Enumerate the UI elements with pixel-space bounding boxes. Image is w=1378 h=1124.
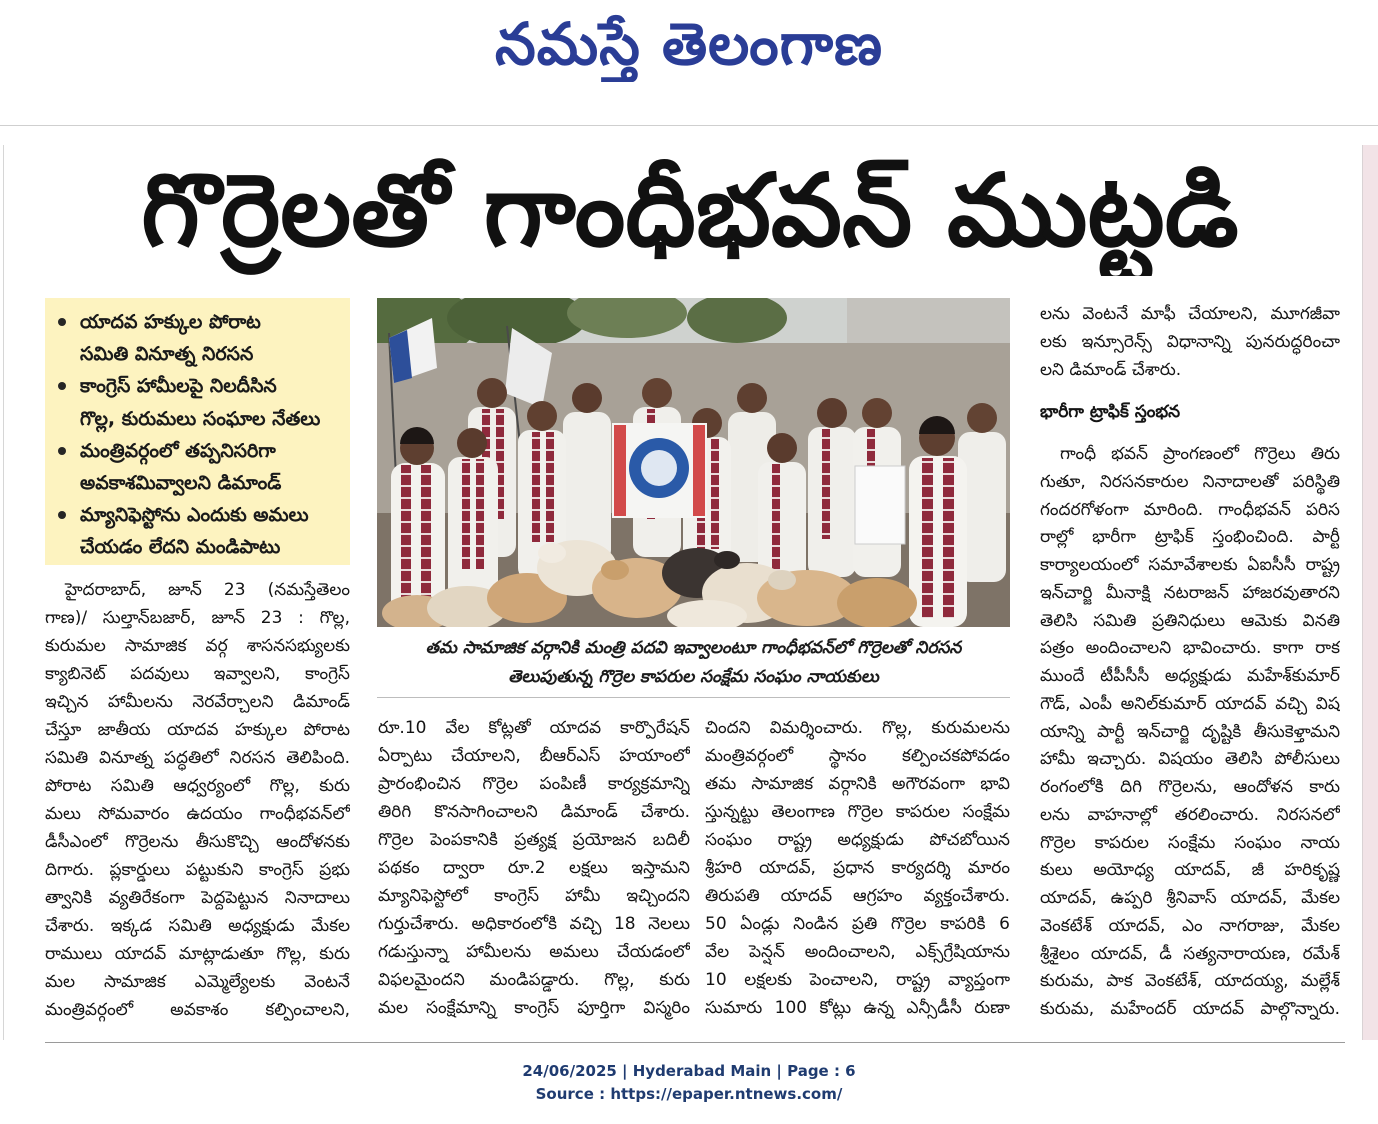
article-text-line: యాన్ని పార్టీ ఇన్‌చార్జి దృష్టికి తీసుకెళ్తామని [1040, 721, 1340, 742]
petition-paper [855, 466, 905, 544]
article-text-line: లని డిమాండ్ చేశారు. [1040, 360, 1182, 380]
article-text-line: దిగారు. ప్లకార్డులు పట్టుకుని కాంగ్రెస్ ప్రభు [45, 860, 350, 880]
article-text-line: సుమారు 100 కోట్లు ఉన్న ఎన్సీడీసీ రుణా [705, 998, 1010, 1018]
article-text-lines [1040, 300, 1340, 384]
article-text-lines [378, 714, 690, 1022]
article-text-line: లకు ఇన్సూరెన్స్ విధానాన్ని పునరుద్ధరించా [1040, 332, 1340, 352]
bullet-icon [58, 318, 66, 326]
article-text-line: పత్రం అందించాలని భావించారు. కాగా రాక [1040, 638, 1340, 659]
article-text-line: కురుమల సామాజిక వర్గ శాసనసభ్యులకు [45, 636, 350, 656]
highlight-line: చేయడం లేదని మండిపాటు [80, 536, 281, 559]
highlight-lines [80, 499, 350, 563]
protest-photo-illustration [377, 298, 1010, 627]
article-text-line: పథకం ద్వారా రూ.2 లక్షలు ఇస్తామని [378, 858, 690, 878]
highlight-item [45, 435, 350, 499]
article-text-line: రాములు యాదవ్ మాట్లాడుతూ గొల్ల, కురు [45, 944, 350, 964]
article-column-4-body [1040, 441, 1340, 1024]
highlight-item [45, 306, 350, 370]
photo-caption [377, 634, 1010, 692]
highlight-line: సమితి వినూత్న నిరసన [80, 343, 254, 366]
article-text-line: పోరాట సమితి ఆధ్వర్యంలో గొల్ల, కురు [45, 776, 350, 796]
article-column-3 [705, 714, 1010, 1022]
article-text-line: విఫలమైందని మండిపడ్డారు. గొల్ల, కురు [378, 970, 690, 990]
article-text-line: మ్యానిఫెస్టోలో కాంగ్రెస్ హామీ ఇచ్చిందని [378, 886, 690, 906]
page-footer [0, 1060, 1378, 1106]
article-text-line: కులు అయోధ్య యాదవ్, జీ హరికృష్ణ [1040, 860, 1340, 881]
highlight-lines [80, 435, 350, 499]
article-text-line: ముందే టీపీసీసీ అధ్యక్షుడు మహేశ్‌కుమార్ [1040, 666, 1340, 686]
article-text-line: త్వానికి వ్యతిరేకంగా పెద్దపెట్టున నినాదాలు [45, 888, 350, 908]
article-text-line: లను వెంటనే మాఫీ చేయాలని, మూగజీవా [1040, 304, 1340, 324]
article-text-line: కురుమ, పాక వెంకటేశ్, యాదయ్య, మల్లేశ్ [1040, 971, 1340, 992]
article-text-line: గాణ)/ సుల్తాన్‌బజార్, జూన్ 23 : గొల్ల, [45, 608, 350, 628]
article-text-line: సమితి వినూత్న పద్ధతిలో నిరసన తెలిపింది. [45, 748, 350, 768]
article-text-line: తమ సామాజిక వర్గానికి అగౌరవంగా భావి [705, 774, 1010, 794]
article-text-line: 10 లక్షలకు పెంచాలని, రాష్ట్ర వ్యాప్తంగా [705, 970, 1010, 990]
article-text-line: గడుస్తున్నా హామీలను అమలు చేయడంలో [378, 942, 690, 962]
article-text-line: గౌడ్, ఎంపీ అనిల్‌కుమార్ యాదవ్ వచ్చి విష [1040, 693, 1340, 714]
article-text-line: రంగంలోకి దిగి గొర్రెలను, ఆందోళన కారు [1040, 777, 1340, 797]
news-photo [377, 298, 1010, 627]
highlight-line: మంత్రివర్గంలో తప్పనిసరిగా [80, 439, 276, 462]
highlight-line: కాంగ్రెస్ హామీలపై నిలదీసిన [80, 375, 277, 398]
highlight-lines [80, 306, 350, 370]
article-text-line: ఇన్‌చార్జి మీనాక్షి నటరాజన్ హాజరవుతారని [1040, 582, 1340, 603]
highlight-line: అవకాశమివ్వాలని డిమాండ్ [80, 471, 282, 494]
article-text-line: గాంధీ భవన్ ప్రాంగణంలో గొర్రెలు తిరు [1060, 444, 1340, 464]
article-text-line: మల సంక్షేమాన్ని కాంగ్రెస్ పూర్తిగా విస్మరిం [378, 998, 690, 1018]
caption-line: తమ సామాజిక వర్గానికి మంత్రి పదవి ఇవ్వాలంటూ గాంధీభవన్‌లో గొర్రెలతో నిరసన [425, 638, 962, 658]
adjacent-article-edge [1362, 145, 1378, 1040]
article-text-line: కార్యాలయంలో సమావేశాలకు ఏఐసీసీ రాష్ట్ర [1040, 555, 1340, 575]
article-text-line: ఏర్పాటు చేయాలని, బీఆర్ఎస్ హయాంలో [378, 746, 690, 766]
caption-line: తెలుపుతున్న గొర్రెల కాపరుల సంక్షేమ సంఘం నాయకులు [508, 667, 879, 687]
article-column-2 [378, 714, 690, 1022]
source-info: Source : https://epaper.ntnews.com/ [535, 1085, 843, 1103]
article-text-lines [1040, 441, 1340, 1024]
article-text-line: గుర్తుచేశారు. అధికారంలోకి వచ్చి 18 నెలలు [378, 914, 690, 934]
caption-divider [377, 697, 1010, 698]
masthead-logo: నమస్తే తెలంగాణ [495, 10, 883, 78]
edition-info: 24/06/2025 | Hyderabad Main | Page : 6 [522, 1062, 856, 1080]
article-text-line: తెలిసి సమితి ప్రతినిధులు ఆమెకు వినతి [1040, 610, 1340, 631]
caption-lines [377, 634, 1010, 692]
highlight-item [45, 370, 350, 434]
article-text-line: సంఘం రాష్ట్ర అధ్యక్షుడు పోచబోయిన [705, 830, 1010, 850]
article-text-line: కురుమ, మహేందర్ యాదవ్ పాల్గొన్నారు. [1040, 999, 1340, 1019]
article-text-line: యాదవ్, ఉప్పరి శ్రీనివాస్ యాదవ్, మేకల [1040, 888, 1340, 908]
footer-divider [45, 1042, 1345, 1043]
article-text-line: స్తున్నట్టు తెలంగాణ గొర్రెల కాపరుల సంక్షేమ [705, 802, 1010, 822]
article-text-line: ఇచ్చిన హామీలను నెరవేర్చాలని డిమాండ్ [45, 692, 350, 712]
article-text-line: చిందని విమర్శించారు. గొల్ల, కురుమలను [705, 718, 1010, 738]
article-column-4-top [1040, 300, 1340, 384]
article-text-lines [45, 576, 350, 1024]
page-left-edge [3, 145, 4, 1040]
article-column-1 [45, 576, 350, 1024]
article-text-line: గందరగోళంగా మారింది. గాంధీభవన్ పరిస [1040, 499, 1340, 520]
article-text-line: వెంకటేశ్ యాదవ్, ఎం నాగరాజు, మేకల [1040, 915, 1340, 936]
article-text-line: మల సామాజిక ఎమ్మెల్యేలకు వెంటనే [45, 972, 350, 992]
highlights-box [45, 298, 350, 565]
highlight-line: మ్యానిఫెస్టోను ఎందుకు అమలు [80, 504, 309, 527]
bullet-icon [58, 382, 66, 390]
article-text-line: గొర్రెల కాపరుల సంక్షేమ సంఘం నాయ [1040, 832, 1340, 853]
article-text-line: గుతూ, నిరసనకారుల నినాదాలతో పరిస్థితి [1040, 471, 1340, 492]
protest-banner [612, 423, 707, 518]
article-text-line: శ్రీశైలం యాదవ్, డీ సత్యనారాయణ, రమేశ్ [1040, 943, 1340, 964]
highlight-line: గొల్ల, కురుమలు సంఘాల నేతలు [80, 407, 321, 430]
article-subheading: భారీగా ట్రాఫిక్ స్తంభన [1040, 402, 1181, 422]
article-text-line: మంత్రివర్గంలో స్థానం కల్పించకపోవడం [705, 746, 1010, 766]
article-text-line: తిరుపతి యాదవ్ ఆగ్రహం వ్యక్తంచేశారు. [705, 886, 1010, 906]
article-text-line: వేల పెన్షన్ అందించాలని, ఎక్స్‌గ్రేషియాను [705, 942, 1010, 962]
article-text-line: గొర్రెల పెంపకానికి ప్రత్యక్ష ప్రయోజన బదిలీ [378, 830, 690, 850]
highlight-lines [80, 370, 350, 434]
bullet-icon [58, 447, 66, 455]
article-text-line: మలు సోమవారం ఉదయం గాంధీభవన్‌లో [45, 804, 350, 824]
article-text-line: రూ.10 వేల కోట్లతో యాదవ కార్పొరేషన్ [378, 718, 690, 738]
article-text-line: శ్రీహరి యాదవ్, ప్రధాన కార్యదర్శి మారం [705, 858, 1010, 878]
article-text-line: హైదరాబాద్, జూన్ 23 (నమస్తేతెలం [65, 580, 350, 600]
masthead-divider [0, 125, 1378, 126]
article-text-line: చేశారు. ఇక్కడ సమితి అధ్యక్షుడు మేకల [45, 916, 350, 936]
article-text-line: క్యాబినెట్ పదవులు ఇవ్వాలని, కాంగ్రెస్ [45, 664, 350, 684]
highlight-item [45, 499, 350, 563]
article-text-line: తిరిగి కొనసాగించాలని డిమాండ్ చేశారు. [378, 802, 690, 822]
article-text-line: డీసీఎంలో గొర్రెలను తీసుకొచ్చి ఆందోళనకు [45, 832, 350, 852]
article-text-line: లను వాహనాల్లో తరలించారు. నిరసనలో [1040, 804, 1340, 825]
article-text-lines [705, 714, 1010, 1022]
bullet-icon [58, 511, 66, 519]
article-text-line: 50 ఏండ్లు నిండిన ప్రతి గొర్రెల కాపరికి 6 [705, 914, 1010, 934]
article-text-line: మంత్రివర్గంలో అవకాశం కల్పించాలని, [45, 1000, 350, 1020]
article-text-line: రాల్లో భారీగా ట్రాఫిక్ స్తంభించింది. పార్టీ [1040, 527, 1340, 548]
article-text-line: చేస్తూ జాతీయ యాదవ హక్కుల పోరాట [45, 720, 350, 740]
article-headline: గొర్రెలతో గాంధీభవన్ ముట్టడి [141, 152, 1239, 269]
article-text-line: హామీ ఇచ్చారు. విషయం తెలిసి పోలీసులు [1040, 749, 1340, 770]
article-text-line: ప్రారంభించిన గొర్రెల పంపిణీ కార్యక్రమాన్ని [378, 774, 690, 794]
highlight-line: యాదవ హక్కుల పోరాట [80, 311, 261, 333]
